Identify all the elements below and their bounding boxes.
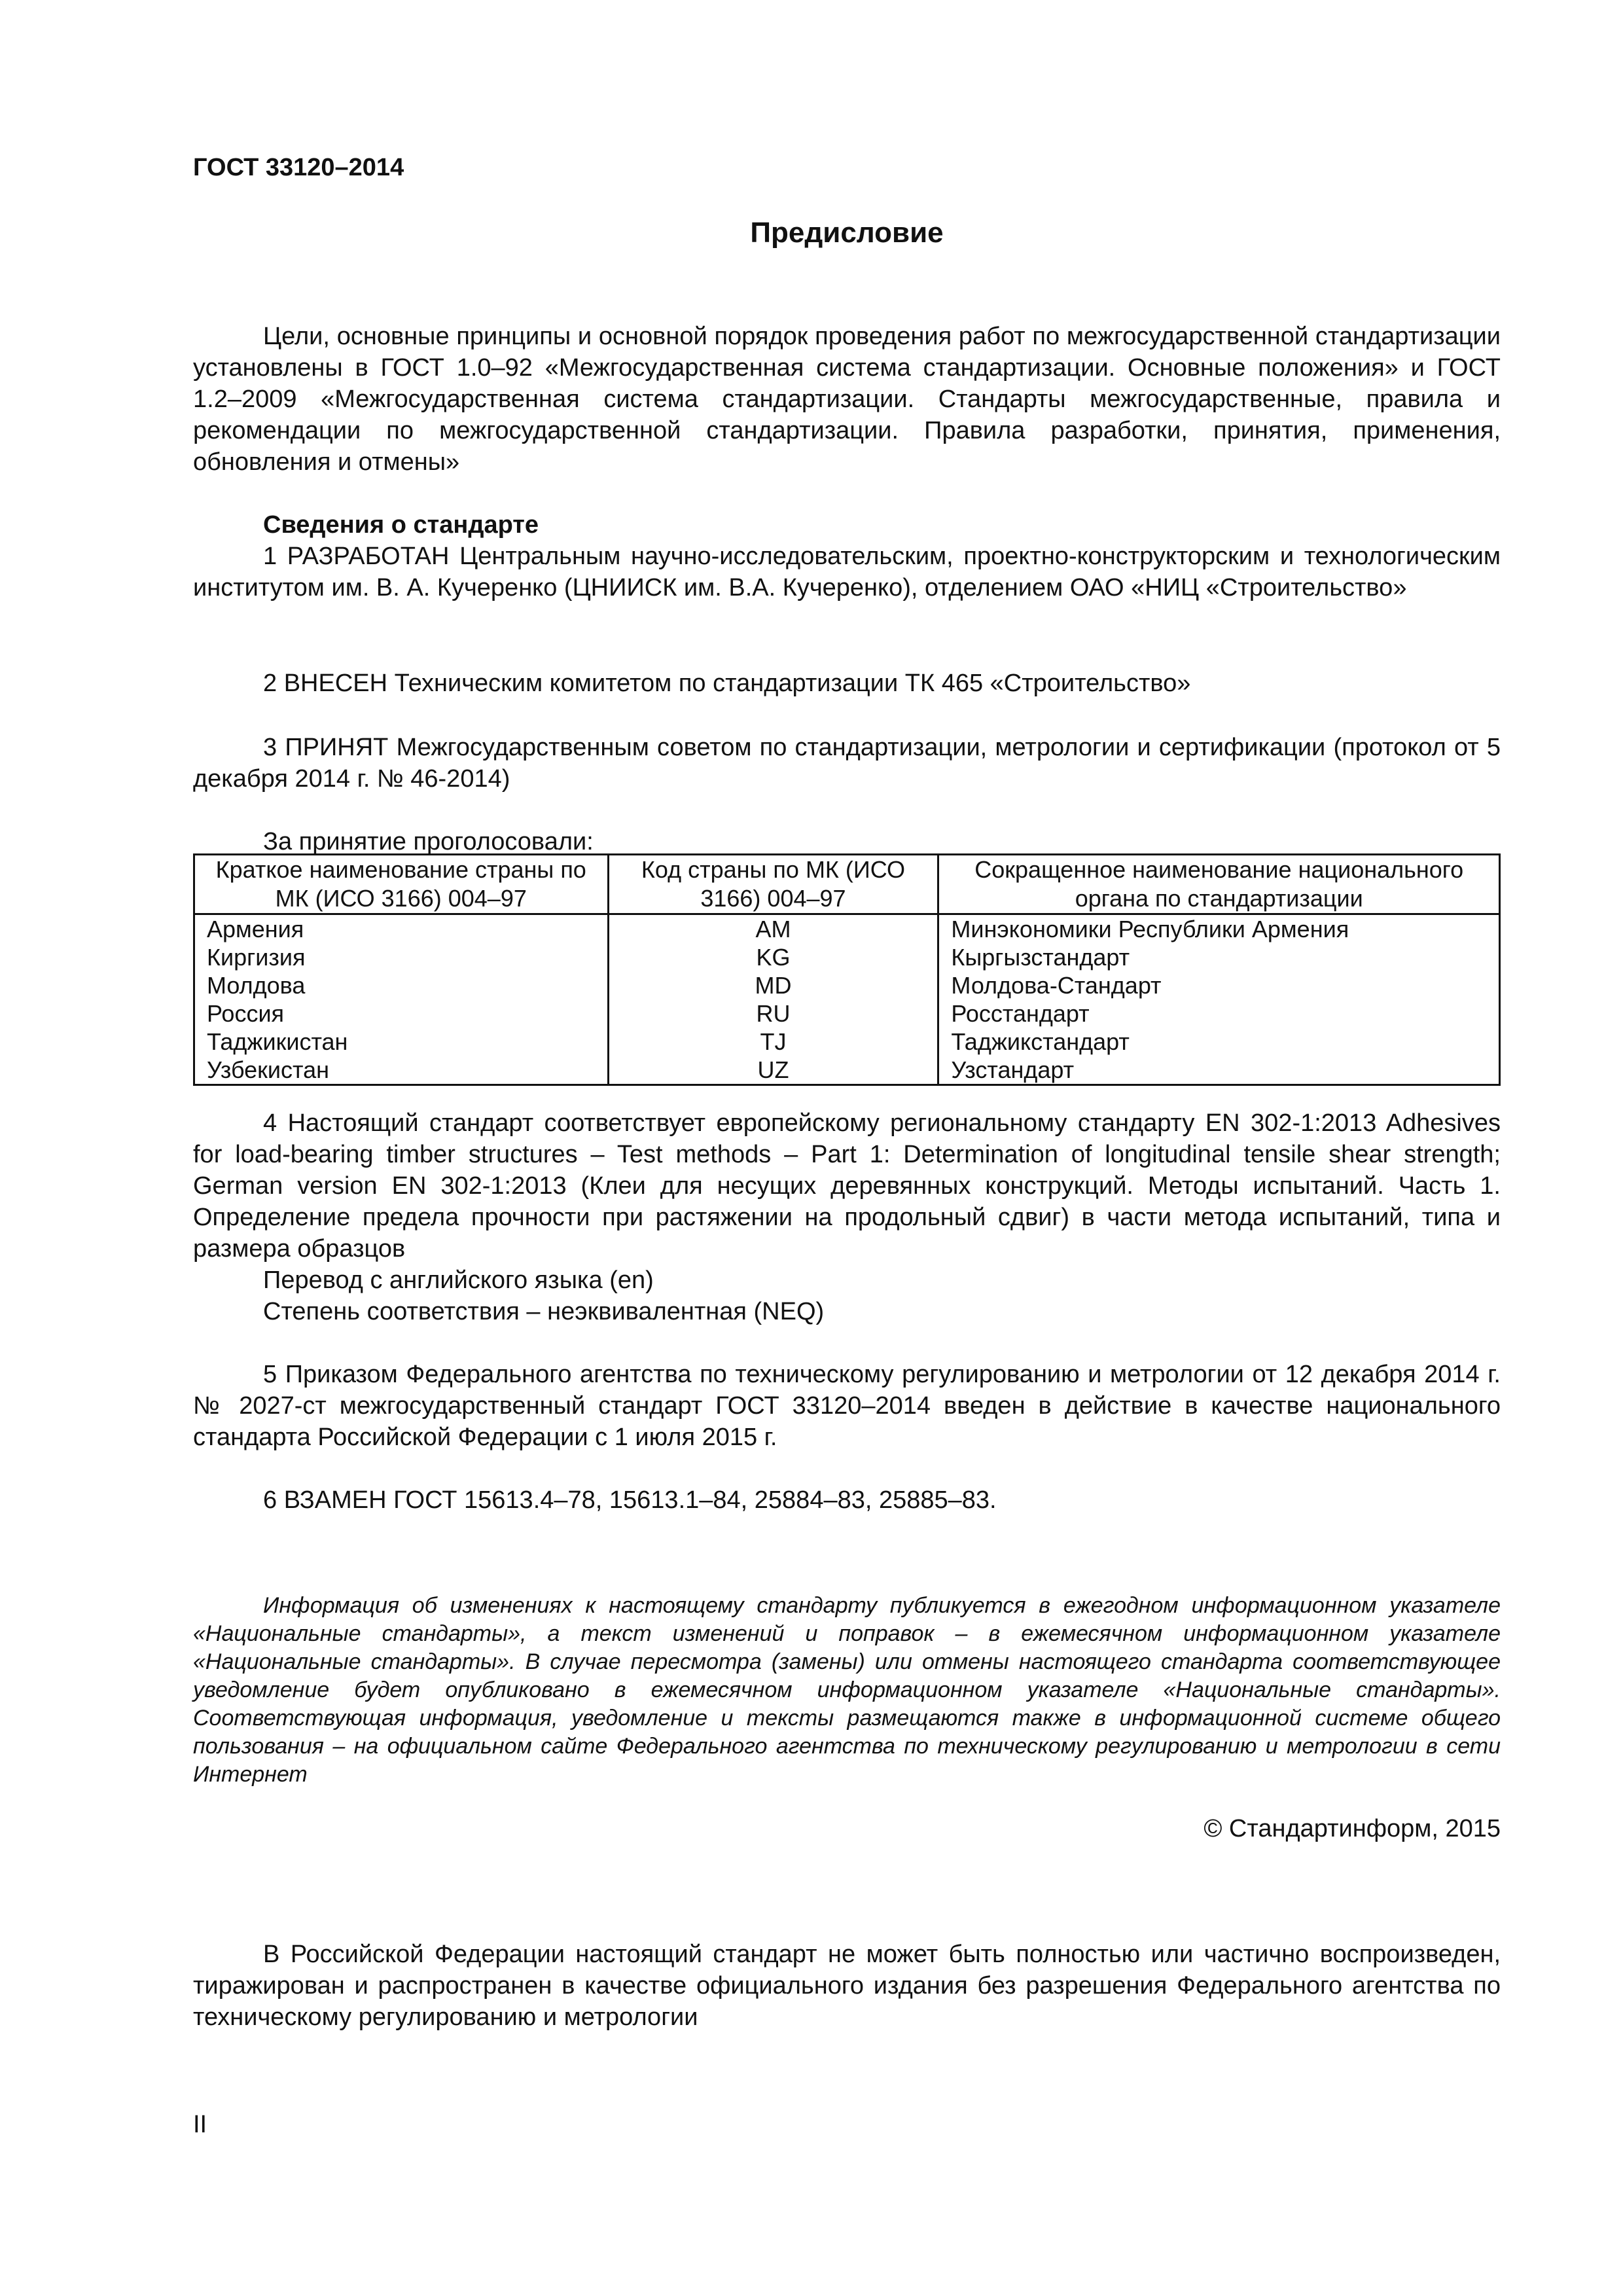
country-code: UZ — [608, 1056, 938, 1085]
table-row — [194, 1028, 1500, 1056]
country-name: Киргизия — [194, 943, 609, 971]
country-name: Россия — [194, 999, 609, 1028]
item-3-adopted: 3 ПРИНЯТ Межгосударственным советом по стандартизации, метрологии и сертификации (протокол от 5 декабря 2014 г. № 46-2014) — [193, 734, 1501, 793]
table-row — [194, 1056, 1500, 1085]
item-1-developed: 1 РАЗРАБОТАН Центральным научно-исследовательским, проектно-конструкторским и технологическим институтом им. В. А. Кучеренко (ЦНИИСК им. В.А. Кучеренко), отделением ОАО «НИЦ «Строительство» — [193, 543, 1501, 601]
header-country-name: Краткое наименование страны по МК (ИСО 3166) 004–97 — [194, 855, 609, 914]
country-name: Армения — [194, 914, 609, 944]
table-row — [194, 971, 1500, 999]
country-code: AM — [608, 914, 938, 944]
vote-label: За принятие проголосовали: — [263, 828, 594, 855]
legal-notice: В Российской Федерации настоящий стандарт не может быть полностью или частично воспроизведен, тиражирован и распространен в качестве официального издания без разрешения Федерального агентства по техническому регулированию и метрологии — [193, 1941, 1501, 2031]
intro-paragraph: Цели, основные принципы и основной порядок проведения работ по межгосударственной стандартизации установлены в ГОСТ 1.0–92 «Межгосударственная система стандартизации. Основные положения» и ГОСТ 1.2–2009 «Межгосударственная система стандартизации. Стандарты межгосударственные, правила и рекомендации по межгосударственной стандартизации. Правила разработки, принятия, применения, обновления и отмены» — [193, 323, 1501, 476]
table-header-row — [194, 855, 1500, 914]
standard-info-heading: Сведения о стандарте — [263, 511, 539, 539]
copyright: © Стандартинформ, 2015 — [1204, 1815, 1501, 1842]
national-body: Молдова-Стандарт — [938, 971, 1500, 999]
voting-countries-table — [193, 853, 1501, 1086]
conformity-degree: Степень соответствия – неэквивалентная (NEQ) — [263, 1298, 825, 1325]
page-number: II — [193, 2111, 207, 2138]
country-name: Таджикистан — [194, 1028, 609, 1056]
country-code: MD — [608, 971, 938, 999]
table-row — [194, 914, 1500, 944]
table-row — [194, 999, 1500, 1028]
changes-info-note: Информация об изменениях к настоящему стандарту публикуется в ежегодном информационном указателе «Национальные стандарты», а текст изменений и поправок – в ежемесячном информационном указателе «Национальные стандарты». В случае пересмотра (замены) или отмены настоящего стандарта соответствующее уведомление будет опубликовано в ежемесячном информационном указателе «Национальные стандарты». Соответствующая информация, уведомление и тексты размещаются также в информационной системе общего пользования – на официальном сайте Федерального агентства по техническому регулированию и метрологии в сети Интернет — [193, 1593, 1501, 1787]
item-5-order: 5 Приказом Федерального агентства по техническому регулированию и метрологии от 12 декабря 2014 г. № 2027-ст межгосударственный стандарт ГОСТ 33120–2014 введен в действие в качестве национального стандарта Российской Федерации с 1 июля 2015 г. — [193, 1361, 1501, 1451]
national-body: Кыргызстандарт — [938, 943, 1500, 971]
national-body: Росстандарт — [938, 999, 1500, 1028]
national-body: Узстандарт — [938, 1056, 1500, 1085]
country-code: RU — [608, 999, 938, 1028]
translation-note: Перевод с английского языка (en) — [263, 1266, 654, 1294]
header-country-code: Код страны по МК (ИСО 3166) 004–97 — [608, 855, 938, 914]
item-6-replaces: 6 ВЗАМЕН ГОСТ 15613.4–78, 15613.1–84, 25884–83, 25885–83. — [263, 1486, 997, 1514]
country-code: KG — [608, 943, 938, 971]
item-4-conformity: 4 Настоящий стандарт соответствует европейскому региональному стандарту EN 302-1:2013 Adhesives for load-bearing timber structures – Test methods – Part 1: Determination of longitudinal tensile shear strength; German version EN 302-1:2013 (Клеи для несущих деревянных конструкций. Методы испытаний. Часть 1. Определение предела прочности при растяжении на продольный сдвиг) в части метода испытаний, типа и размера образцов — [193, 1109, 1501, 1263]
header-national-body: Сокращенное наименование национального органа по стандартизации — [938, 855, 1500, 914]
item-2-introduced: 2 ВНЕСЕН Техническим комитетом по стандартизации ТК 465 «Строительство» — [263, 670, 1191, 697]
table-row — [194, 943, 1500, 971]
document-code: ГОСТ 33120–2014 — [193, 154, 404, 181]
country-name: Молдова — [194, 971, 609, 999]
country-name: Узбекистан — [194, 1056, 609, 1085]
country-code: TJ — [608, 1028, 938, 1056]
national-body: Таджикстандарт — [938, 1028, 1500, 1056]
page-title: Предисловие — [750, 217, 944, 249]
national-body: Минэкономики Республики Армения — [938, 914, 1500, 944]
